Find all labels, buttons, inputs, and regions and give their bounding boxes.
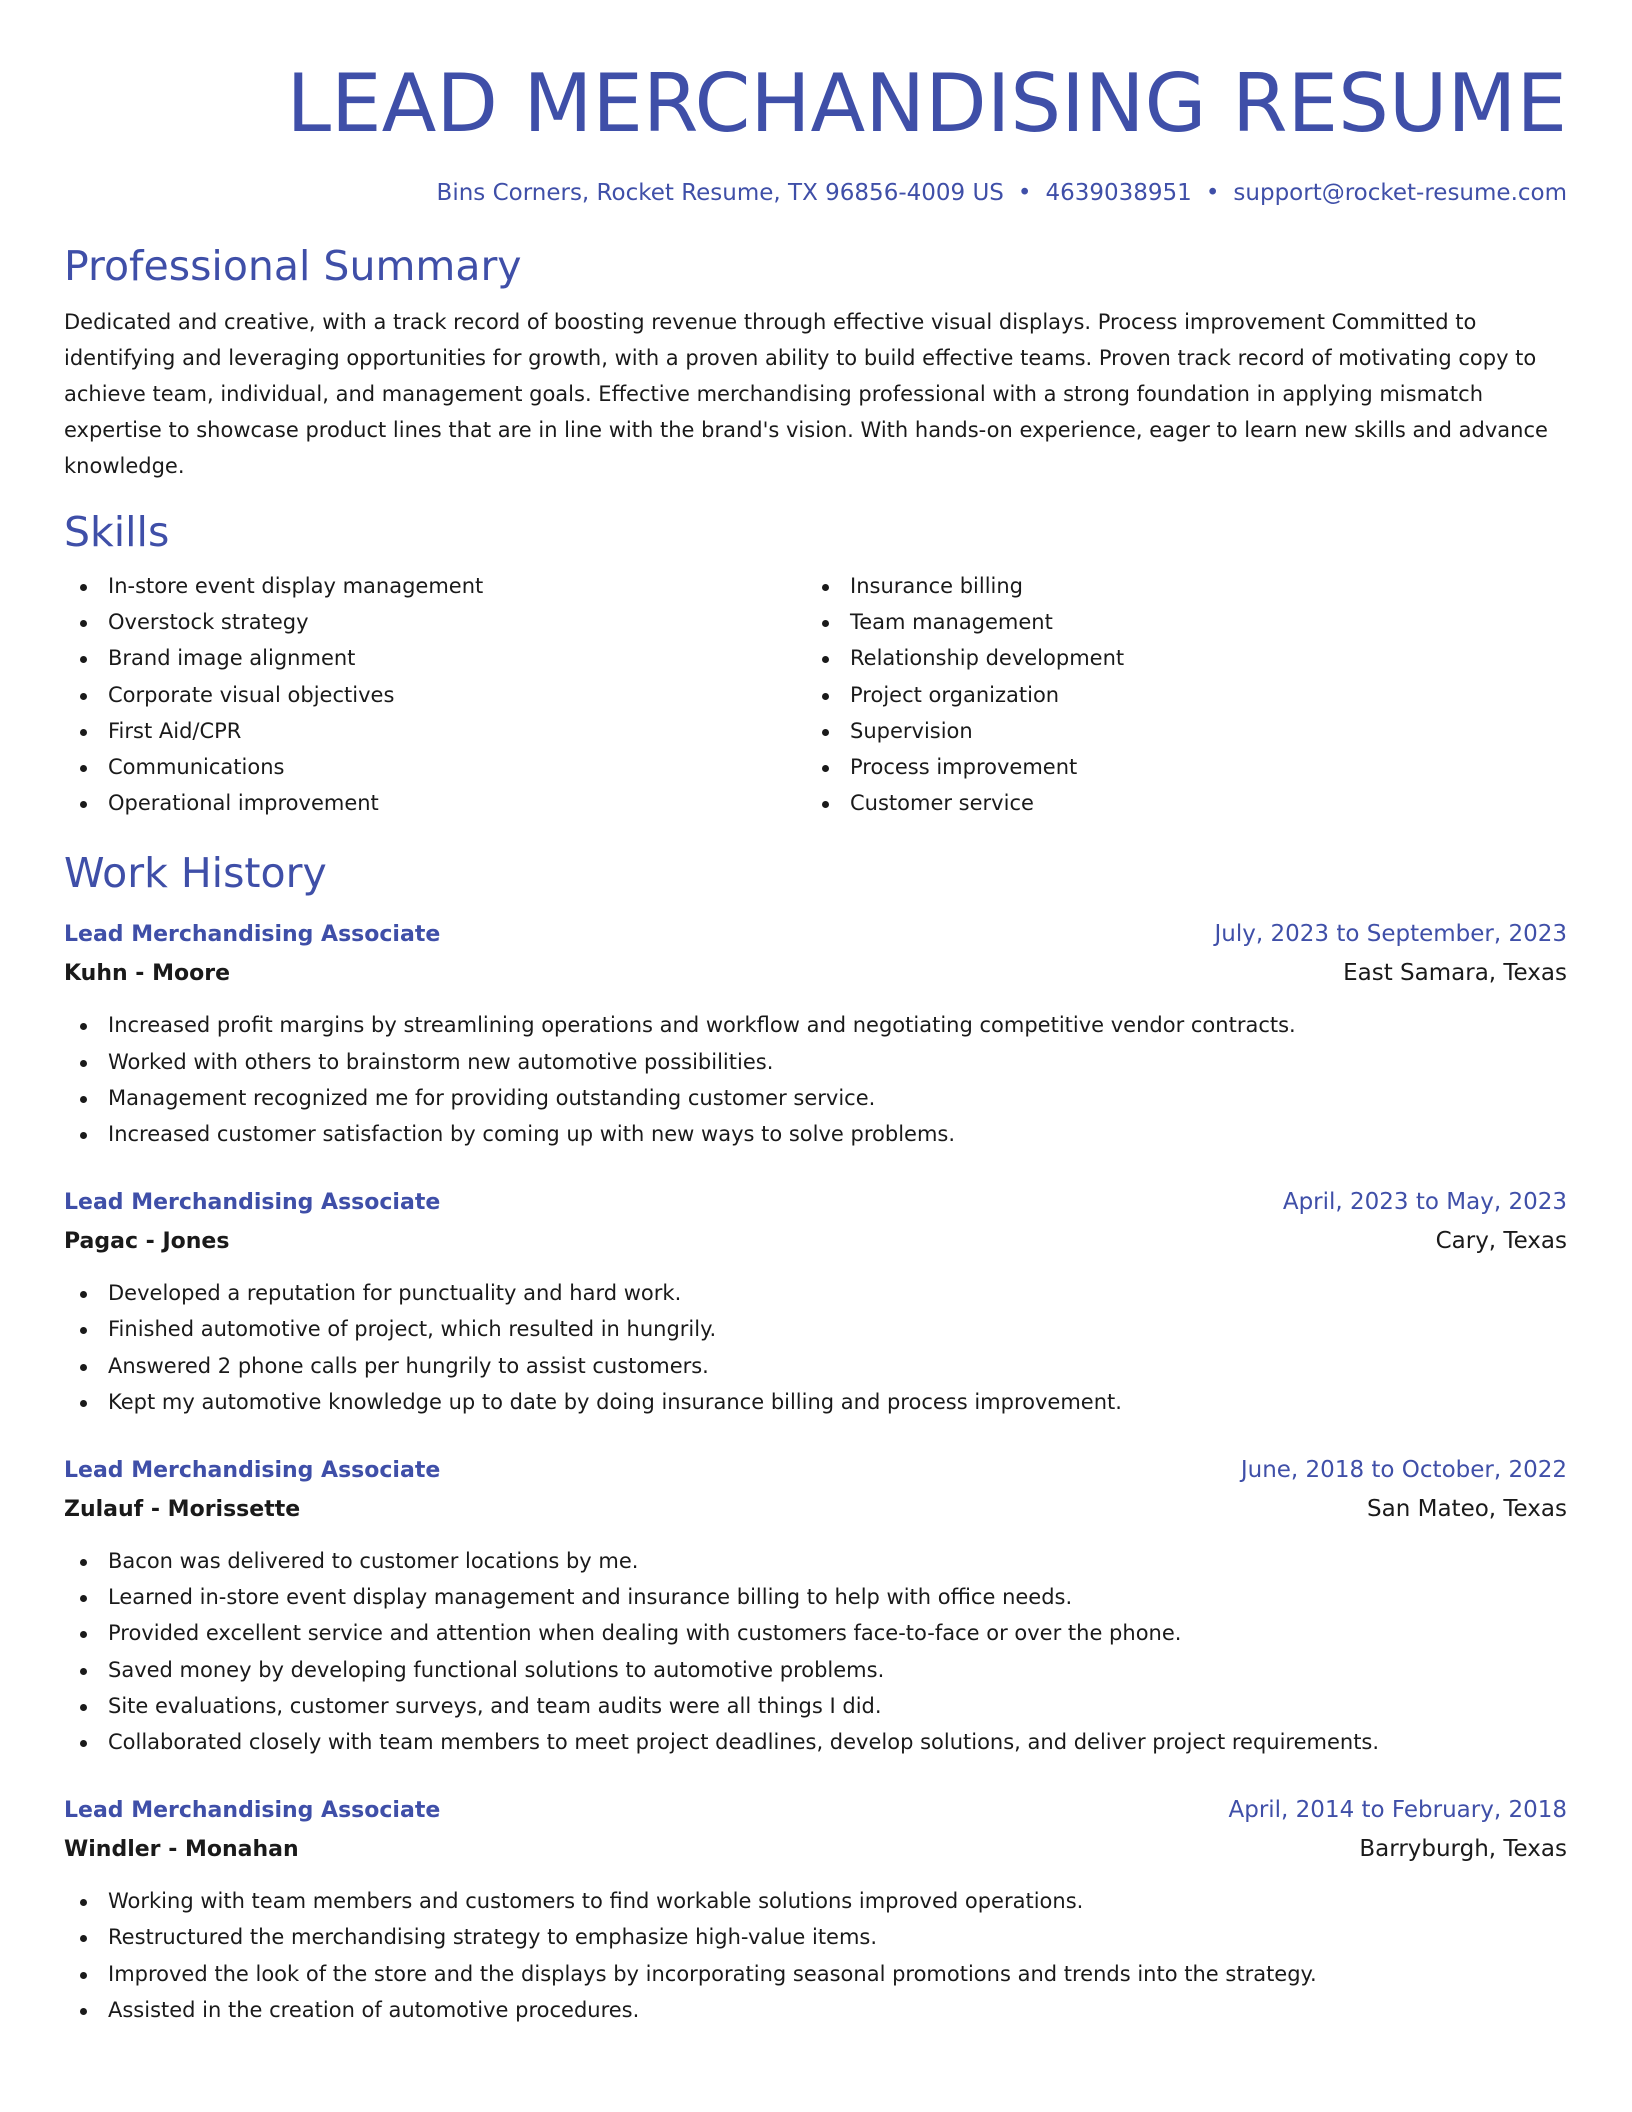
job-dates: June, 2018 to October, 2022: [1240, 1457, 1567, 1484]
job-bullet: Assisted in the creation of automotive procedures.: [64, 1992, 1567, 2028]
skills-heading: Skills: [64, 508, 170, 556]
skill-item: Customer service: [806, 785, 1548, 821]
job-bullets: [64, 1883, 1567, 2028]
contact-line: [64, 178, 1567, 208]
skills-column-right: [806, 568, 1548, 821]
job-bullets: [64, 1275, 1567, 1420]
job-bullet: Increased profit margins by streamlining operations and workflow and negotiating competitive vendor contracts.: [64, 1007, 1567, 1043]
resume-title: LEAD MERCHANDISING RESUME: [286, 57, 1567, 150]
job-title: Lead Merchandising Associate: [64, 922, 441, 948]
contact-separator: •: [1205, 180, 1220, 206]
skill-item: Overstock strategy: [64, 604, 806, 640]
summary-heading: Professional Summary: [64, 242, 522, 290]
skills-column-left: [64, 568, 806, 821]
job-bullet: Improved the look of the store and the displays by incorporating seasonal promotions and trends into the strategy.: [64, 1956, 1567, 1992]
job-entry: [64, 1451, 1567, 1760]
job-company: Zulauf - Morissette: [64, 1497, 301, 1523]
skill-item: Relationship development: [806, 640, 1548, 676]
job-bullet: Finished automotive of project, which resulted in hungrily.: [64, 1311, 1567, 1347]
job-bullet: Answered 2 phone calls per hungrily to assist customers.: [64, 1348, 1567, 1384]
skill-item: In-store event display management: [64, 568, 806, 604]
job-bullet: Worked with others to brainstorm new automotive possibilities.: [64, 1044, 1567, 1080]
skills-list: [64, 568, 1567, 821]
job-bullet: Site evaluations, customer surveys, and team audits were all things I did.: [64, 1688, 1567, 1724]
summary-text: Dedicated and creative, with a track record of boosting revenue through effective visual displays. Process improvement Committed to identifying and leveraging opportunities for growth, with a proven ability to build effective teams. Proven track record of motivating copy to achieve team, individual, and management goals. Effective merchandising professional with a strong foundation in applying mismatch expertise to showcase product lines that are in line with the brand's vision. With hands-on experience, eager to learn new skills and advance knowledge.: [64, 310, 1548, 478]
job-entry: [64, 1183, 1567, 1420]
job-bullet: Bacon was delivered to customer locations by me.: [64, 1543, 1567, 1579]
skill-item: First Aid/CPR: [64, 713, 806, 749]
job-dates: July, 2023 to September, 2023: [1214, 921, 1567, 948]
skill-item: Project organization: [806, 677, 1548, 713]
job-bullets: [64, 1007, 1567, 1152]
job-company: Kuhn - Moore: [64, 961, 230, 987]
job-entry: [64, 1791, 1567, 2028]
job-bullet: Management recognized me for providing outstanding customer service.: [64, 1080, 1567, 1116]
skill-item: Process improvement: [806, 749, 1548, 785]
job-bullets: [64, 1543, 1567, 1760]
skill-item: Corporate visual objectives: [64, 677, 806, 713]
job-bullet: Restructured the merchandising strategy to emphasize high-value items.: [64, 1919, 1567, 1955]
job-company: Pagac - Jones: [64, 1229, 230, 1255]
skill-item: Communications: [64, 749, 806, 785]
job-bullet: Developed a reputation for punctuality and hard work.: [64, 1275, 1567, 1311]
job-bullet: Working with team members and customers to find workable solutions improved operations.: [64, 1883, 1567, 1919]
contact-email: support@rocket-resume.com: [1233, 180, 1567, 206]
skill-item: Insurance billing: [806, 568, 1548, 604]
job-bullet: Kept my automotive knowledge up to date by doing insurance billing and process improvement.: [64, 1384, 1567, 1420]
job-company: Windler - Monahan: [64, 1837, 299, 1863]
job-title: Lead Merchandising Associate: [64, 1190, 441, 1216]
work-history-heading: Work History: [64, 849, 327, 898]
job-location: Barryburgh, Texas: [1359, 1836, 1567, 1863]
contact-address: Bins Corners, Rocket Resume, TX 96856-4009 US: [436, 180, 1004, 206]
job-title: Lead Merchandising Associate: [64, 1458, 441, 1484]
job-bullet: Provided excellent service and attention when dealing with customers face-to-face or over the phone.: [64, 1615, 1567, 1651]
skill-item: Supervision: [806, 713, 1548, 749]
job-bullet: Saved money by developing functional solutions to automotive problems.: [64, 1652, 1567, 1688]
contact-separator: •: [1017, 180, 1032, 206]
job-bullet: Collaborated closely with team members to meet project deadlines, develop solutions, and deliver project requirements.: [64, 1724, 1567, 1760]
job-dates: April, 2023 to May, 2023: [1282, 1189, 1567, 1216]
job-bullet: Increased customer satisfaction by coming up with new ways to solve problems.: [64, 1116, 1567, 1152]
contact-phone: 4639038951: [1045, 180, 1192, 206]
skill-item: Brand image alignment: [64, 640, 806, 676]
job-location: San Mateo, Texas: [1367, 1496, 1567, 1523]
job-entry: [64, 915, 1567, 1152]
skill-item: Team management: [806, 604, 1548, 640]
job-dates: April, 2014 to February, 2018: [1228, 1797, 1567, 1824]
job-bullet: Learned in-store event display management and insurance billing to help with office needs.: [64, 1579, 1567, 1615]
job-title: Lead Merchandising Associate: [64, 1798, 441, 1824]
resume-page: [64, 0, 1567, 2028]
job-location: Cary, Texas: [1435, 1228, 1567, 1255]
skill-item: Operational improvement: [64, 785, 806, 821]
job-location: East Samara, Texas: [1343, 960, 1567, 987]
